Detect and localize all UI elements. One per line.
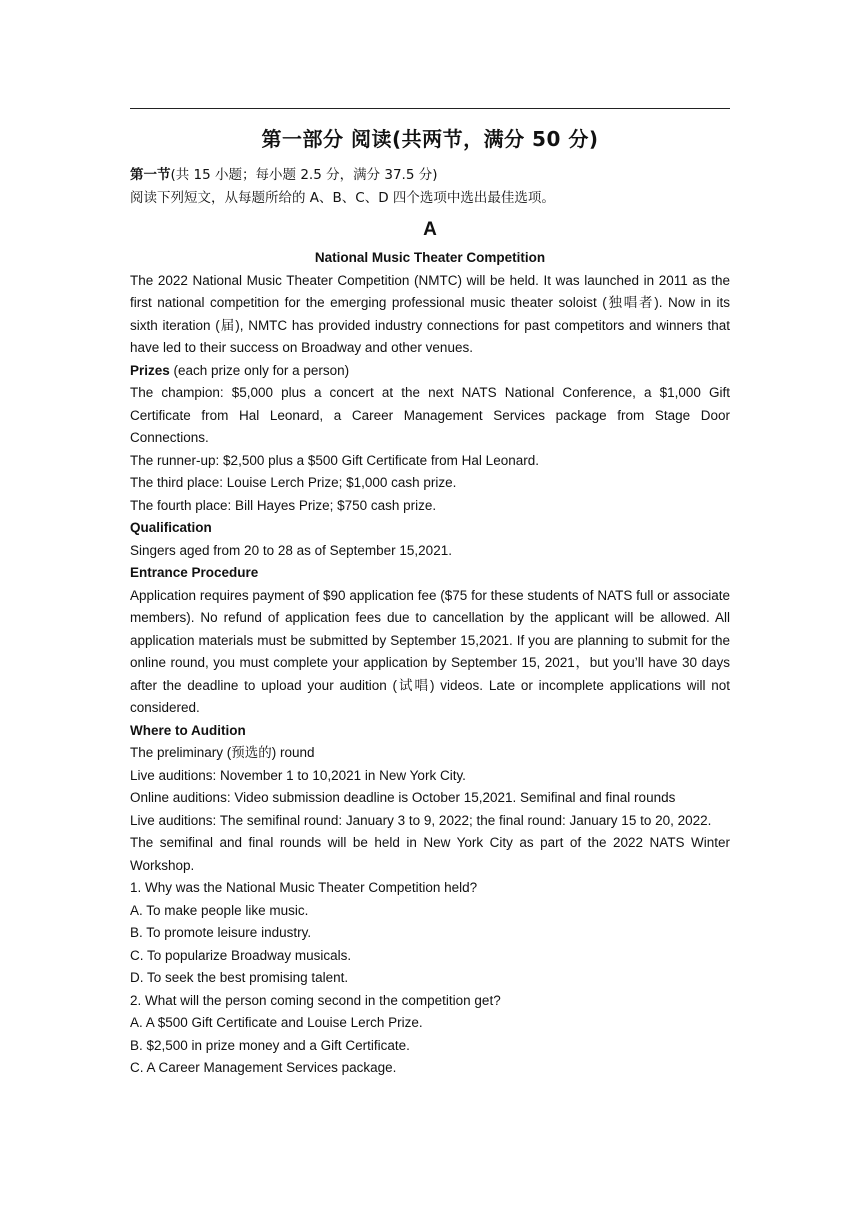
prizes-note: (each prize only for a person) [169, 362, 350, 378]
question-1-option-a: A. To make people like music. [130, 902, 309, 918]
section-label: 第一节 [130, 167, 171, 183]
section-info: (共 15 小题；每小题 2.5 分，满分 37.5 分) [170, 167, 438, 183]
instruction: 阅读下列短文，从每题所给的 A、B、C、D 四个选项中选出最佳选项。 [130, 189, 555, 206]
prizes-heading: Prizes [130, 362, 170, 378]
passage-letter: A [423, 219, 437, 240]
question-2-stem: 2. What will the person coming second in the competition get? [130, 992, 501, 1008]
procedure-heading: Entrance Procedure [130, 565, 259, 580]
procedure-text: Application requires payment of $90 application fee ($75 for these students of NATS full or associate members). No refund of application fees due to cancellation by the applicant will be allowed. All application materials must be submitted by September 15,2021. If you are planning to submit for the online round, you must complete your application by September 15, 2021，but you’ll have 30 days after the deadline to upload your audition (试唱) videos. Late or incomplete applications will not considered. [130, 587, 730, 715]
qualification-text: Singers aged from 20 to 28 as of September 15,2021. [130, 542, 452, 558]
prizes-heading-line [130, 360, 730, 383]
audition-line: Live auditions: The semifinal round: January 3 to 9, 2022; the final round: January 15 to 20, 2022. [130, 812, 712, 828]
section-line [130, 164, 730, 187]
prize-champion: The champion: $5,000 plus a concert at the next NATS National Conference, a $1,000 Gift Certificate from Hal Leonard, a Career Management Services package from Stage Door Connections. [130, 385, 730, 445]
part-title: 第一部分 阅读(共两节，满分 50 分) [261, 127, 599, 151]
prize-runner-up: The runner-up: $2,500 plus a $500 Gift Certificate from Hal Leonard. [130, 452, 539, 468]
qualification-heading: Qualification [130, 520, 212, 535]
question-2-option-c: C. A Career Management Services package. [130, 1060, 397, 1075]
question-1-option-d: D. To seek the best promising talent. [130, 970, 349, 985]
audition-line: Live auditions: November 1 to 10,2021 in New York City. [130, 767, 466, 783]
question-1-stem: 1. Why was the National Music Theater Competition held? [130, 880, 478, 895]
audition-line: The preliminary (预选的) round [130, 745, 315, 760]
passage-title: National Music Theater Competition [314, 250, 546, 265]
audition-line: The semifinal and final rounds will be held in New York City as part of the 2022 NATS Winter Workshop. [130, 835, 730, 873]
question-1-option-b: B. To promote leisure industry. [130, 925, 312, 940]
passage-intro: The 2022 National Music Theater Competition (NMTC) will be held. It was launched in 2011 as the first national competition for the emerging professional music theater soloist (独唱者). Now in its sixth iteration (届), NMTC has provided industry connections for past competitors and winners that have led to their success on Broadway and other venues. [130, 272, 730, 355]
prize-fourth: The fourth place: Bill Hayes Prize; $750 cash prize. [130, 497, 437, 513]
top-rule [130, 108, 730, 109]
question-2-option-b: B. $2,500 in prize money and a Gift Certificate. [130, 1037, 410, 1053]
prize-third: The third place: Louise Lerch Prize; $1,000 cash prize. [130, 475, 457, 490]
audition-heading: Where to Audition [130, 722, 246, 738]
question-1-option-c: C. To popularize Broadway musicals. [130, 947, 352, 963]
exam-page [130, 108, 730, 1080]
question-2-option-a: A. A $500 Gift Certificate and Louise Lerch Prize. [130, 1015, 423, 1030]
audition-line: Online auditions: Video submission deadline is October 15,2021. Semifinal and final rounds [130, 790, 676, 805]
